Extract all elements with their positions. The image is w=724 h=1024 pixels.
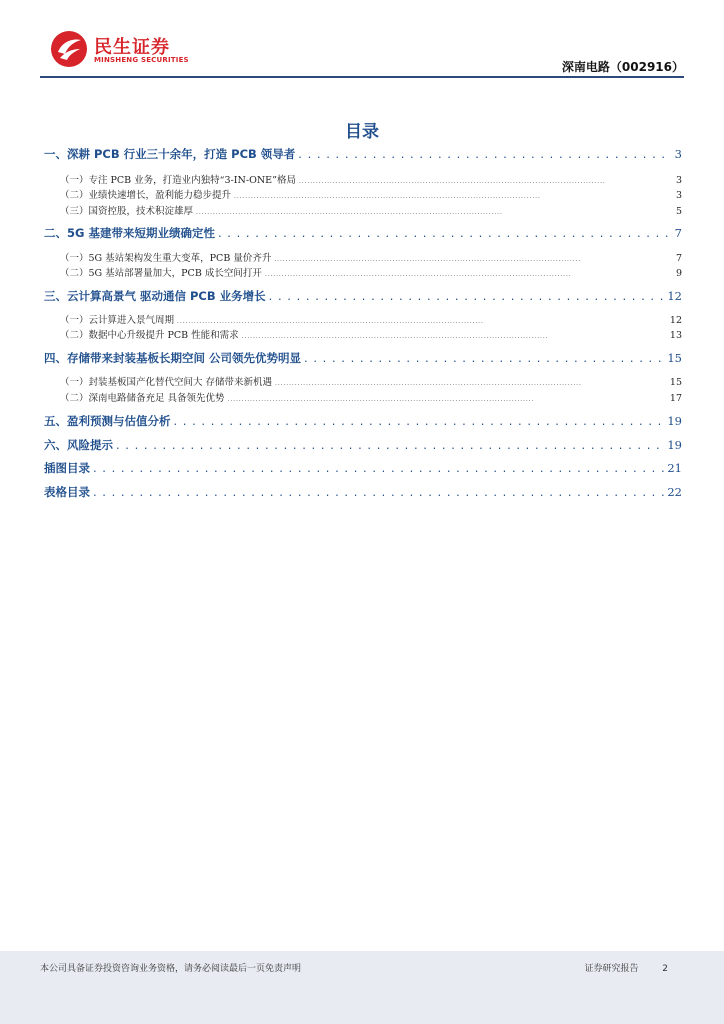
page-header: [0, 0, 724, 80]
toc-entry-label: （二）5G 基站部署量加大，PCB 成长空间打开: [60, 268, 262, 279]
toc-entry-label: （一）5G 基站架构发生重大变革，PCB 量价齐升: [60, 253, 272, 264]
toc-entry-page: 3: [675, 175, 682, 186]
logo-english-name: MINSHENG SECURITIES: [94, 56, 189, 64]
toc-leader-dots: [93, 461, 664, 475]
toc-entry-label: 四、存储带来封装基板长期空间 公司领先优势明显: [44, 351, 302, 365]
toc-entry-label: （二）深南电路储备充足 具备领先优势: [60, 393, 225, 404]
toc-subsection-link[interactable]: [60, 374, 682, 388]
toc-entry-label: 二、5G 基建带来短期业绩确定性: [44, 226, 215, 240]
toc-section-link[interactable]: [44, 146, 682, 162]
toc-entry-page: 13: [669, 330, 682, 341]
toc-entry-page: 17: [669, 393, 682, 404]
toc-section-link[interactable]: [44, 350, 682, 366]
toc-section-link[interactable]: [44, 288, 682, 304]
toc-subsection-link[interactable]: [60, 187, 682, 201]
toc-entry-label: 表格目录: [44, 485, 90, 499]
toc-entry-page: 15: [669, 377, 682, 388]
toc-leader-dots: [265, 271, 673, 278]
toc-entry-page: 15: [667, 351, 682, 365]
toc-leader-dots: [269, 289, 665, 303]
toc-entry-page: 21: [667, 461, 682, 475]
toc-subsection-link[interactable]: [60, 390, 682, 404]
toc-leader-dots: [275, 380, 667, 387]
page-footer: [0, 951, 724, 1024]
toc-leader-dots: [234, 193, 673, 200]
toc-leader-dots: [116, 438, 664, 452]
toc-entry-label: （二）业绩快速增长，盈利能力稳步提升: [60, 190, 232, 201]
toc-leader-dots: [177, 318, 667, 325]
toc-entry-page: 12: [669, 315, 682, 326]
toc-subsection-link[interactable]: [60, 172, 682, 186]
toc-leader-dots: [298, 147, 671, 161]
toc-section-link[interactable]: [44, 484, 682, 500]
toc-leader-dots: [228, 396, 667, 403]
toc-entry-label: （二）数据中心升级提升 PCB 性能和需求: [60, 330, 239, 341]
toc-entry-label: 一、深耕 PCB 行业三十余年，打造 PCB 领导者: [44, 147, 296, 161]
toc-leader-dots: [274, 256, 673, 263]
toc-section-link[interactable]: [44, 225, 682, 241]
toc-entry-page: 12: [667, 289, 682, 303]
toc-section-link[interactable]: [44, 460, 682, 476]
toc-entry-page: 9: [675, 268, 682, 279]
toc-entry-label: 六、风险提示: [44, 438, 113, 452]
toc-entry-label: （一）封装基板国产化替代空间大 存储带来新机遇: [60, 377, 273, 388]
toc-entry-page: 3: [674, 147, 682, 161]
toc-leader-dots: [174, 414, 665, 428]
toc-entry-label: （三）国资控股，技术积淀雄厚: [60, 206, 194, 217]
toc-subsection-link[interactable]: [60, 250, 682, 264]
toc-subsection-link[interactable]: [60, 203, 682, 217]
toc-subsection-link[interactable]: [60, 312, 682, 326]
toc-subsection-link[interactable]: [60, 265, 682, 279]
stock-title: 深南电路（002916）: [561, 60, 684, 74]
logo-chinese-name: 民生证券: [94, 37, 170, 58]
toc-entry-page: 19: [667, 438, 682, 452]
toc-entry-label: （一）云计算进入景气周期: [60, 315, 175, 326]
toc-leader-dots: [242, 333, 667, 340]
toc-entry-page: 7: [674, 226, 682, 240]
toc-entry-label: 五、盈利预测与估值分析: [44, 414, 171, 428]
company-logo: [50, 30, 190, 70]
toc-entry-label: 插图目录: [44, 461, 90, 475]
toc-section-link[interactable]: [44, 413, 682, 429]
toc-leader-dots: [299, 178, 673, 185]
toc-title: 目录: [345, 122, 379, 142]
footer-disclaimer: 本公司具备证券投资咨询业务资格，请务必阅读最后一页免责声明: [40, 964, 302, 974]
toc-leader-dots: [93, 485, 664, 499]
toc-entry-page: 7: [675, 253, 682, 264]
toc-entry-page: 5: [675, 206, 682, 217]
toc-leader-dots: [304, 351, 664, 365]
toc-entry-page: 22: [667, 485, 682, 499]
header-divider: [40, 76, 684, 78]
minsheng-logo-icon: [50, 30, 88, 68]
toc-leader-dots: [196, 209, 673, 216]
report-type-label: 证券研究报告: [584, 964, 639, 974]
page-number: 2: [662, 964, 668, 974]
toc-leader-dots: [218, 226, 672, 240]
toc-entry-label: 三、云计算高景气 驱动通信 PCB 业务增长: [44, 289, 266, 303]
toc-subsection-link[interactable]: [60, 327, 682, 341]
toc-entry-page: 3: [675, 190, 682, 201]
footer-report-type: [585, 961, 669, 974]
toc-section-link[interactable]: [44, 437, 682, 453]
toc-entry-label: （一）专注 PCB 业务，打造业内独特“3-IN-ONE”格局: [60, 175, 296, 186]
toc-entry-page: 19: [667, 414, 682, 428]
